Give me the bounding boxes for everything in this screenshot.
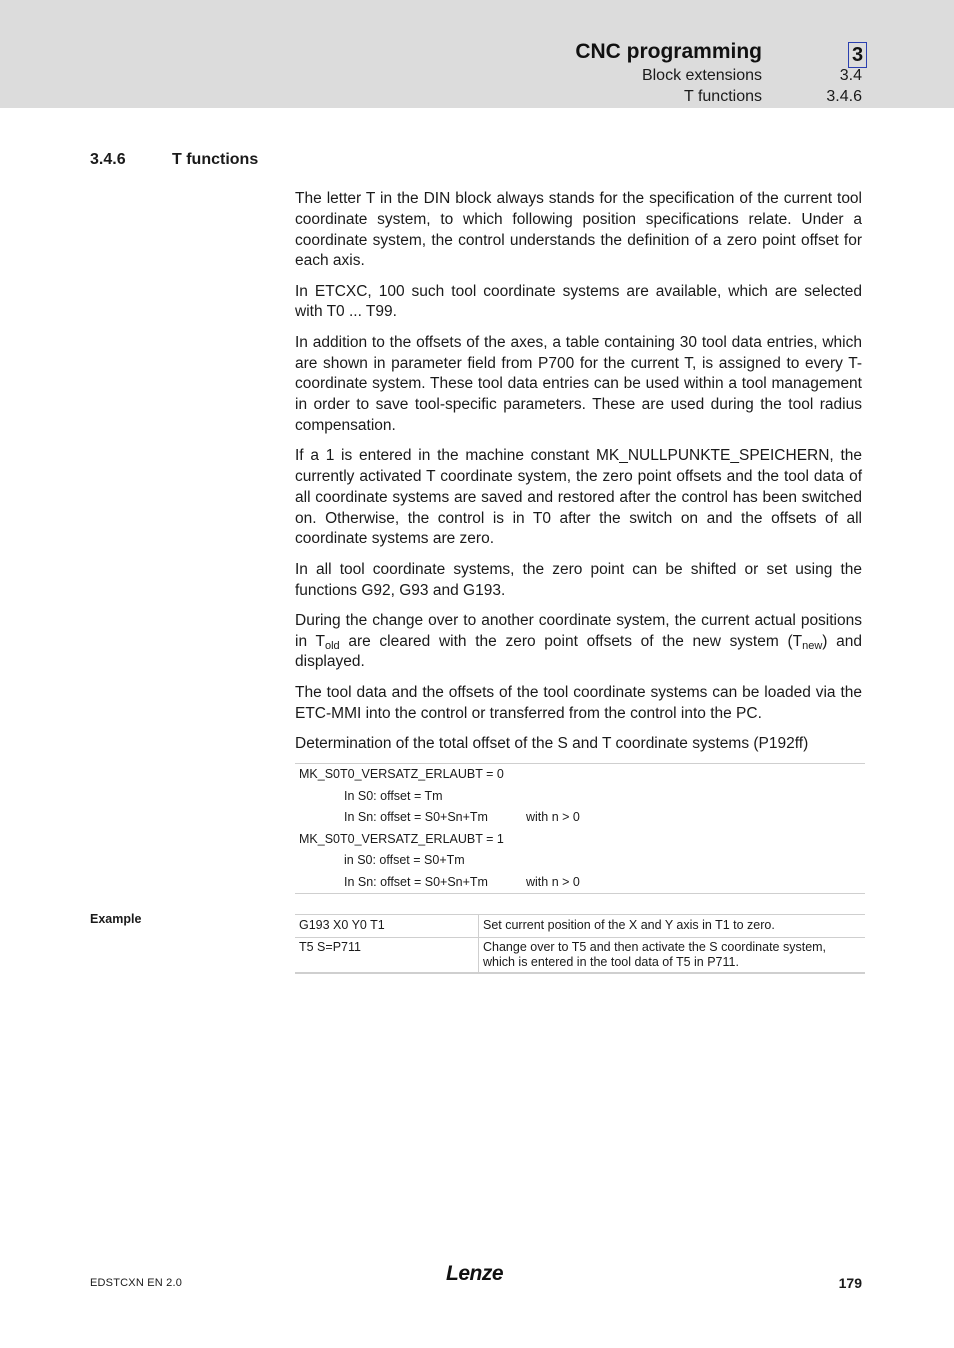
offset-row — [295, 807, 865, 829]
heading-title: T functions — [172, 151, 259, 168]
chapter-title: CNC programming — [575, 40, 762, 63]
paragraph: If a 1 is entered in the machine constant MK_NULLPUNKTE_SPEICHERN, the currently activated T coordinate system, the zero point offsets and the tool data of all coordinate systems are saved and restored after the control has been switched on. Otherwise, the control is in T0 after the switch on and the offsets of all coordinate systems are zero. — [295, 447, 862, 548]
paragraph: The tool data and the offsets of the tool coordinate systems can be loaded via the ETC-MMI into the control or transferred from the control into the PC. — [295, 683, 862, 722]
offset-row — [295, 786, 865, 808]
paragraph: In ETCXC, 100 such tool coordinate systems are available, which are selected with T0 ... T99. — [295, 282, 862, 321]
table-row — [295, 915, 865, 938]
subscript: old — [324, 639, 340, 652]
example-code: G193 X0 Y0 T1 — [295, 915, 479, 938]
constant-label: MK_S0T0_VERSATZ_ERLAUBT = 1 — [299, 831, 504, 846]
offset-row — [295, 829, 865, 851]
example-label: Example — [90, 912, 142, 926]
text-run: are cleared with the zero point offsets of the new system (T — [339, 632, 803, 650]
example-code: T5 S=P711 — [295, 938, 479, 974]
offset-row — [295, 872, 865, 894]
paragraph: In addition to the offsets of the axes, a table containing 30 tool data entries, which are shown in parameter field from P700 for the current T, is assigned to every T-coordinate system. These tool data entries can be used within a tool management in order to save tool-specific parameters. These are used during the tool radius compensation. — [295, 333, 862, 434]
offset-condition: with n > 0 — [526, 874, 580, 889]
subscript: new — [802, 639, 823, 652]
table-row — [295, 938, 865, 974]
text-run: During the change over to another coordinate system, the current actual positions in T — [295, 611, 862, 650]
example-table — [295, 914, 865, 974]
offset-row — [295, 850, 865, 872]
offset-formula: In Sn: offset = S0+Sn+Tm — [344, 810, 488, 824]
example-description: Set current position of the X and Y axis in T1 to zero. — [479, 915, 866, 938]
offset-table — [295, 763, 865, 894]
offset-condition: with n > 0 — [526, 810, 580, 824]
example-description: Change over to T5 and then activate the S coordinate system, which is entered in the tool data of T5 in P711. — [479, 938, 866, 974]
heading-number: 3.4.6 — [90, 151, 126, 168]
document-code: EDSTCXN EN 2.0 — [90, 1277, 183, 1289]
page-number: 179 — [838, 1275, 862, 1291]
text-run: ) and displayed. — [295, 632, 862, 671]
paragraph: The letter T in the DIN block always stands for the specification of the current tool coordinate system, to which following position specifications relate. Under a coordinate system, the control understands the definition of a zero point offset for each axis. — [295, 190, 862, 270]
body-text — [295, 189, 862, 764]
subsection-number: 3.4.6 — [826, 88, 862, 105]
paragraph — [295, 611, 862, 673]
offset-formula: In S0: offset = Tm — [344, 788, 443, 803]
subsection-label: T functions — [684, 88, 762, 105]
paragraph: Determination of the total offset of the S and T coordinate systems (P192ff) — [295, 734, 809, 752]
offset-formula: in S0: offset = S0+Tm — [344, 853, 465, 867]
lenze-logo: Lenze — [446, 1262, 504, 1285]
chapter-number-box[interactable]: 3 — [848, 42, 867, 68]
offset-formula: In Sn: offset = S0+Sn+Tm — [344, 874, 488, 889]
page-header — [0, 0, 954, 108]
section-number: 3.4 — [839, 67, 862, 84]
paragraph: In all tool coordinate systems, the zero point can be shifted or set using the functions G92, G93 and G193. — [295, 560, 862, 599]
offset-row — [295, 764, 865, 786]
constant-label: MK_S0T0_VERSATZ_ERLAUBT = 0 — [299, 767, 504, 781]
section-label: Block extensions — [641, 67, 762, 84]
